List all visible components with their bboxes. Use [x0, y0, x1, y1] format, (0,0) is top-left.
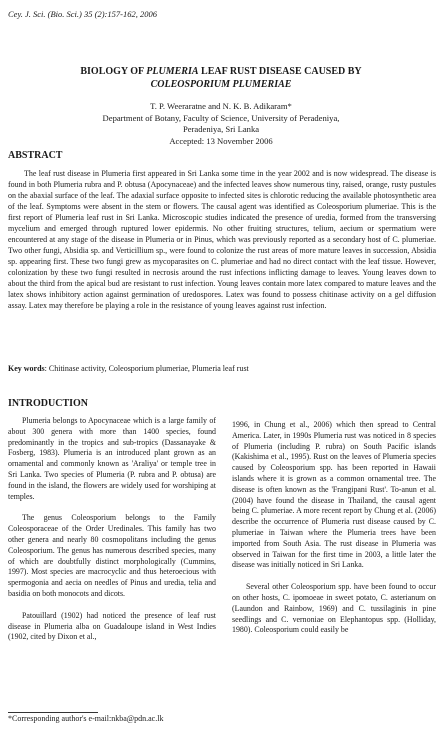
paper-title [20, 65, 422, 91]
intro-paragraph: Several other Coleosporium spp. have been found to occur on other hosts, C. ipomoeae in sweet potato, C. asterianum on (Laundon and Rainbow, 1969) and C. tussilaginis in pine seedlings and C. vernoniae on Elephantopus spp. (Holliday, 1980). Coleosporium could easily be [232, 582, 436, 635]
author-department: Department of Botany, Faculty of Science, University of Peradeniya, [102, 112, 340, 123]
intro-paragraph: Plumeria belongs to Apocynaceae which is a large family of about 300 genera with more than 1400 species, found predominantly in the tropics and sub-tropics (Dassanayake & Fosberg, 1983). Plumeria is an introduced plant grown as an ornamental and commonly known as 'Araliya' or temple tree in Sri Lanka. Two species of Plumeria (P. rubra and P. obtusa) are found in the island, the flowers are widely used for worshiping at temples. [8, 416, 216, 501]
abstract-text: The leaf rust disease in Plumeria first appeared in Sri Lanka some time in the year 2002 and is now widespread. The disease is found in both Plumeria rubra and P. obtusa (Apocynaceae) and the infected leaves show numerous tiny, raised, orange, rusty pustules on the abaxial surface of the leaf. The adaxial surface opposite to infected sites is chlorotic reducing the available photosynthetic area of the leaf. Symptoms were absent in the stem or flowers. The causal agent was identified as Coleosporium plumeriae. This is the first report of Plumeria leaf rust in Sri Lanka. Microscopic studies indicated the presence of uredia, formed from the transversing mycelium and emerged through ruptured lower epidermis. No other fruiting structures, telium, aecium or spermatium were encountered at any stage of the disease in Plumeria or in Pinus, which was previously reported as a secondary host of C. plumeriae. Two other fungi, Absidia sp. and Verticillium sp., were found to colonize the rust areas of more mature leaves in succession, Absidia sp. appearing first. These two fungi grew as mycoparasites on C. plumeriae and had no direct contact with the leaf tissue. However, colonization by these two fungi resulted in necrosis around the rust infections inflicting damage to leaves. Young leaves down to about the third from the apical bud are resistant to rust infection. Young leaves contain more latex compared to mature leaves and the latex shows inhibitory action against germination of uredospores. Latex was found to possess chitinase activity on a gel diffusion assay. Latex may therefore be playing a role in the resistance of young leaves against rust infection. [8, 169, 436, 310]
keywords-line [8, 364, 436, 373]
title-genus: PLUMERIA [146, 66, 199, 77]
intro-paragraph: Patouillard (1902) had noticed the presence of leaf rust disease in Plumeria alba on Guadaloupe island in West Indies (1902, cited by Dixon et al., [8, 610, 216, 642]
introduction-heading: INTRODUCTION [8, 398, 89, 409]
author-block [20, 101, 422, 147]
accepted-date: Accepted: 13 November 2006 [169, 135, 273, 146]
keywords-text: : Chitinase activity, Coleosporium plumeriae, Plumeria leaf rust [44, 364, 249, 373]
intro-paragraph: The genus Coleosporium belongs to the Family Coleosporaceae of the Order Uredinales. This family has two other genera and nearly 80 cosmopolitans including the genus Coleosporium. The genus has numerous described species, many of which are doubtfully distinct morphologically (Cummins, 1997). Most species are macrocyclic and thus heteroecious with spermogonia and aecia on needles of Pinus and uredia, telia and basidia on both monocots and dicots. [8, 513, 216, 598]
title-line2: COLEOSPORIUM PLUMERIAE [150, 79, 292, 90]
title-line1-pre: BIOLOGY OF [80, 66, 147, 77]
keywords-label: Key words [8, 364, 45, 373]
title-line1-post: LEAF RUST DISEASE CAUSED BY [198, 66, 362, 77]
author-city: Peradeniya, Sri Lanka [182, 124, 260, 134]
intro-left-column [8, 416, 216, 712]
intro-right-column [232, 420, 436, 720]
footnote-rule [8, 712, 98, 713]
corresponding-author-footnote: *Corresponding author's e-mail:nkba@pdn.ac.lk [8, 714, 164, 723]
journal-citation: Cey. J. Sci. (Bio. Sci.) 35 (2):157-162, 2006 [8, 9, 157, 19]
abstract-heading: ABSTRACT [8, 150, 63, 161]
author-names: T. P. Weeraratne and N. K. B. Adikaram* [150, 101, 292, 111]
intro-paragraph: 1996, in Chung et al., 2006) which then spread to Central America. Later, in 1990s Plumeria rust was noticed in 8 species of Plumeria (including P. rubra) on South Pacific islands (Kakishima et al., 1995). Rust on the leaves of Plumeria species caused by Coleosporium spp. has been reported in Hawaii islands where it is grown as a common ornamental tree. The disease is often known as the 'Frangipani Rust'. To-anun et al. (2004) have found the disease in Thailand, the causal agent being C. plumeriae. A more recent report by Chung et al. (2006) describe the occurrence of Plumeria rust disease caused by C. plumeriae in Taiwan where the Plumeria trees have been imported from South Asia. The rust disease in Plumeria was observed in Taiwan for the first time in 2003, a little later the disease was initially noticed in Sri Lanka. [232, 420, 436, 570]
